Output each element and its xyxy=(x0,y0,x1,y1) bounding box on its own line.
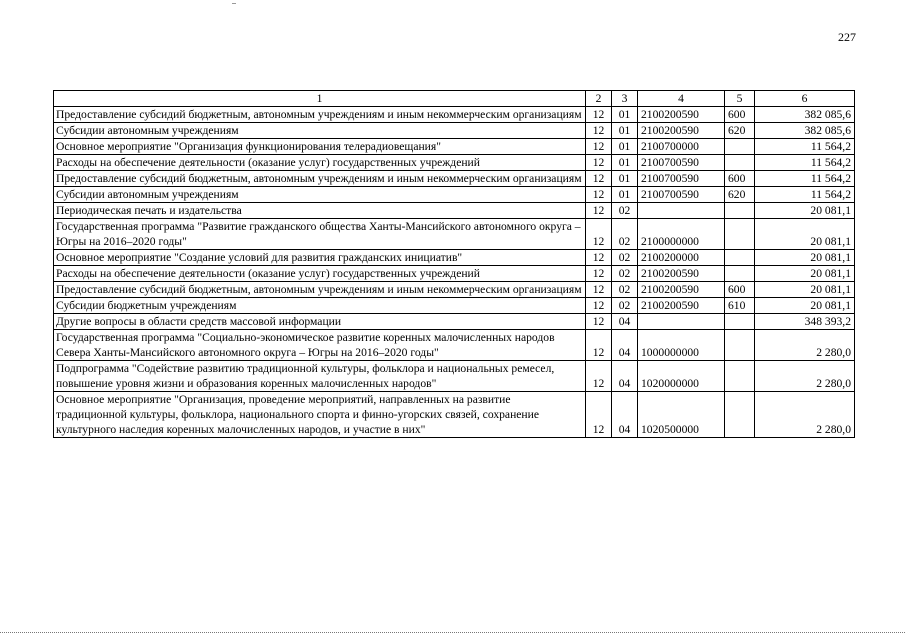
cell-target-code: 2100700000 xyxy=(638,139,725,155)
cell-section: 12 xyxy=(586,219,612,250)
cell-expense-type xyxy=(725,330,755,361)
cell-amount: 20 081,1 xyxy=(755,250,855,266)
cell-amount: 20 081,1 xyxy=(755,219,855,250)
cell-subsection: 01 xyxy=(612,155,638,171)
cell-name: Субсидии бюджетным учреждениям xyxy=(54,298,586,314)
cell-section: 12 xyxy=(586,314,612,330)
cell-amount: 20 081,1 xyxy=(755,266,855,282)
cell-section: 12 xyxy=(586,171,612,187)
table-row xyxy=(54,155,855,171)
cell-subsection: 01 xyxy=(612,139,638,155)
cell-amount: 2 280,0 xyxy=(755,361,855,392)
scan-artifact xyxy=(232,3,236,4)
cell-target-code xyxy=(638,203,725,219)
table-row xyxy=(54,139,855,155)
table-row xyxy=(54,298,855,314)
cell-section: 12 xyxy=(586,361,612,392)
table-row xyxy=(54,107,855,123)
page-number: 227 xyxy=(838,30,856,44)
cell-name: Основное мероприятие "Организация функционирования телерадиовещания" xyxy=(54,139,586,155)
cell-expense-type: 610 xyxy=(725,298,755,314)
cell-amount: 11 564,2 xyxy=(755,171,855,187)
cell-expense-type: 620 xyxy=(725,187,755,203)
cell-section: 12 xyxy=(586,187,612,203)
cell-name: Основное мероприятие "Организация, проведение мероприятий, направленных на развитие традиционной культуры, фольклора, национального спорта и финно-угорских связей, сохранение культурного наследия коренных малочисленных народов, и участие в них" xyxy=(54,392,586,438)
cell-amount: 20 081,1 xyxy=(755,282,855,298)
cell-target-code: 2100200590 xyxy=(638,107,725,123)
cell-expense-type xyxy=(725,155,755,171)
scan-edge xyxy=(0,632,905,635)
cell-expense-type xyxy=(725,250,755,266)
cell-expense-type: 600 xyxy=(725,282,755,298)
cell-amount: 20 081,1 xyxy=(755,298,855,314)
table-row xyxy=(54,282,855,298)
header-row xyxy=(54,91,855,107)
cell-amount: 11 564,2 xyxy=(755,139,855,155)
table-row xyxy=(54,330,855,361)
cell-expense-type xyxy=(725,314,755,330)
table-row xyxy=(54,187,855,203)
cell-subsection: 02 xyxy=(612,203,638,219)
cell-section: 12 xyxy=(586,250,612,266)
cell-section: 12 xyxy=(586,266,612,282)
cell-target-code: 2100200590 xyxy=(638,282,725,298)
table-row xyxy=(54,219,855,250)
cell-name: Подпрограмма "Содействие развитию традиционной культуры, фольклора и национальных ремесел, повышение уровня жизни и образования коренных малочисленных народов" xyxy=(54,361,586,392)
cell-amount: 2 280,0 xyxy=(755,392,855,438)
cell-subsection: 04 xyxy=(612,330,638,361)
cell-expense-type xyxy=(725,203,755,219)
cell-target-code: 2100200590 xyxy=(638,123,725,139)
cell-subsection: 04 xyxy=(612,361,638,392)
cell-section: 12 xyxy=(586,282,612,298)
cell-expense-type xyxy=(725,361,755,392)
cell-target-code: 1020000000 xyxy=(638,361,725,392)
cell-expense-type xyxy=(725,219,755,250)
cell-section: 12 xyxy=(586,155,612,171)
cell-amount: 11 564,2 xyxy=(755,155,855,171)
cell-target-code: 2100000000 xyxy=(638,219,725,250)
cell-target-code xyxy=(638,314,725,330)
cell-section: 12 xyxy=(586,139,612,155)
cell-name: Расходы на обеспечение деятельности (оказание услуг) государственных учреждений xyxy=(54,266,586,282)
cell-subsection: 04 xyxy=(612,392,638,438)
budget-table xyxy=(53,90,855,438)
cell-amount: 382 085,6 xyxy=(755,107,855,123)
header-col-6: 6 xyxy=(755,91,855,107)
cell-target-code: 1020500000 xyxy=(638,392,725,438)
cell-subsection: 01 xyxy=(612,123,638,139)
cell-subsection: 02 xyxy=(612,266,638,282)
cell-subsection: 02 xyxy=(612,250,638,266)
cell-name: Основное мероприятие "Создание условий для развития гражданских инициатив" xyxy=(54,250,586,266)
cell-subsection: 02 xyxy=(612,219,638,250)
cell-target-code: 2100700590 xyxy=(638,171,725,187)
cell-expense-type xyxy=(725,392,755,438)
cell-target-code: 2100200590 xyxy=(638,266,725,282)
cell-amount: 382 085,6 xyxy=(755,123,855,139)
cell-amount: 2 280,0 xyxy=(755,330,855,361)
header-col-5: 5 xyxy=(725,91,755,107)
cell-name: Субсидии автономным учреждениям xyxy=(54,123,586,139)
cell-subsection: 01 xyxy=(612,107,638,123)
cell-amount: 11 564,2 xyxy=(755,187,855,203)
table-row xyxy=(54,361,855,392)
cell-name: Субсидии автономным учреждениям xyxy=(54,187,586,203)
cell-section: 12 xyxy=(586,123,612,139)
cell-expense-type: 600 xyxy=(725,107,755,123)
cell-name: Предоставление субсидий бюджетным, автономным учреждениям и иным некоммерческим организациям xyxy=(54,171,586,187)
cell-subsection: 04 xyxy=(612,314,638,330)
cell-name: Другие вопросы в области средств массовой информации xyxy=(54,314,586,330)
cell-section: 12 xyxy=(586,298,612,314)
cell-name: Предоставление субсидий бюджетным, автономным учреждениям и иным некоммерческим организациям xyxy=(54,282,586,298)
table-row xyxy=(54,171,855,187)
cell-name: Периодическая печать и издательства xyxy=(54,203,586,219)
cell-section: 12 xyxy=(586,392,612,438)
cell-name: Государственная программа "Социально-экономическое развитие коренных малочисленных народов Севера Ханты-Мансийского автономного округа – Югры на 2016–2020 годы" xyxy=(54,330,586,361)
cell-subsection: 01 xyxy=(612,187,638,203)
cell-name: Предоставление субсидий бюджетным, автономным учреждениям и иным некоммерческим организациям xyxy=(54,107,586,123)
table-row xyxy=(54,392,855,438)
cell-name: Расходы на обеспечение деятельности (оказание услуг) государственных учреждений xyxy=(54,155,586,171)
cell-target-code: 2100200590 xyxy=(638,298,725,314)
table-row xyxy=(54,203,855,219)
table-row xyxy=(54,266,855,282)
cell-expense-type: 600 xyxy=(725,171,755,187)
cell-amount: 20 081,1 xyxy=(755,203,855,219)
cell-target-code: 2100200000 xyxy=(638,250,725,266)
cell-subsection: 02 xyxy=(612,298,638,314)
cell-section: 12 xyxy=(586,107,612,123)
table-row xyxy=(54,123,855,139)
cell-subsection: 01 xyxy=(612,171,638,187)
table-row xyxy=(54,314,855,330)
table-row xyxy=(54,250,855,266)
header-col-3: 3 xyxy=(612,91,638,107)
cell-subsection: 02 xyxy=(612,282,638,298)
cell-section: 12 xyxy=(586,203,612,219)
header-col-2: 2 xyxy=(586,91,612,107)
cell-amount: 348 393,2 xyxy=(755,314,855,330)
header-col-4: 4 xyxy=(638,91,725,107)
cell-expense-type xyxy=(725,266,755,282)
cell-expense-type xyxy=(725,139,755,155)
header-col-1: 1 xyxy=(54,91,586,107)
cell-name: Государственная программа "Развитие гражданского общества Ханты-Мансийского автономного округа – Югры на 2016–2020 годы" xyxy=(54,219,586,250)
cell-target-code: 2100700590 xyxy=(638,187,725,203)
cell-target-code: 1000000000 xyxy=(638,330,725,361)
cell-expense-type: 620 xyxy=(725,123,755,139)
cell-target-code: 2100700590 xyxy=(638,155,725,171)
cell-section: 12 xyxy=(586,330,612,361)
